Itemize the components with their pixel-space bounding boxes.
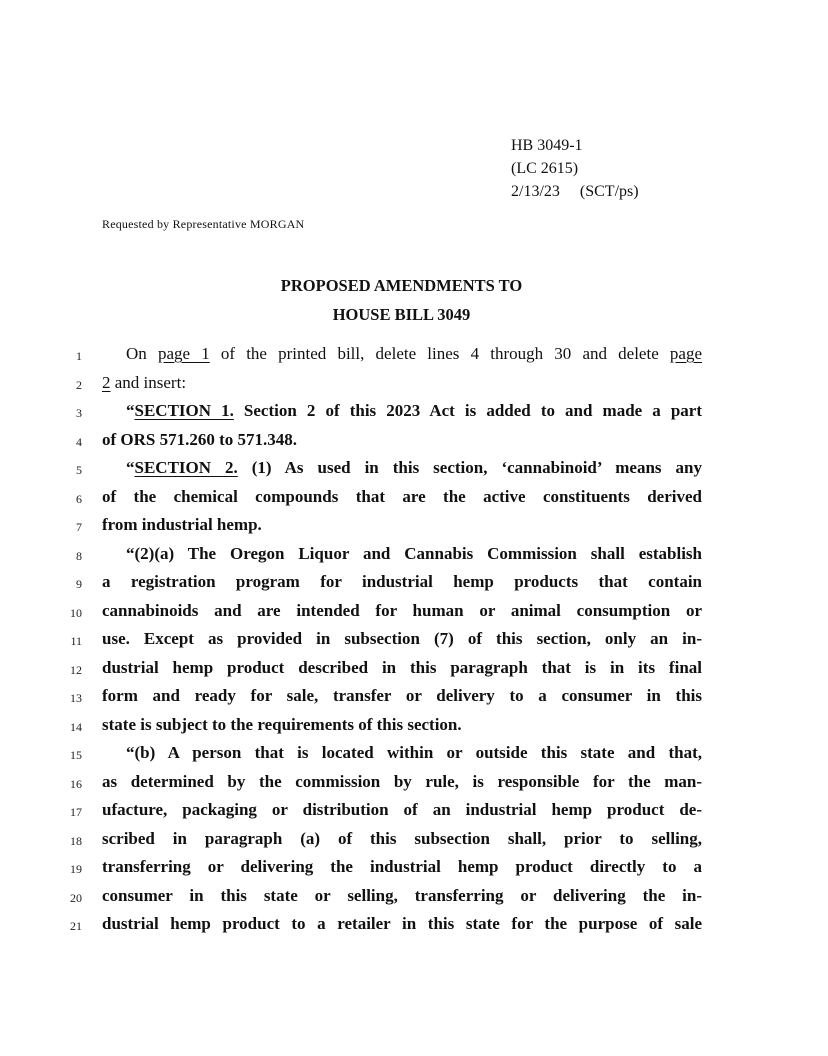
line-text: a registration program for industrial hemp products that contain bbox=[102, 572, 702, 591]
bill-line bbox=[0, 711, 828, 739]
bill-line bbox=[0, 454, 828, 482]
line-number: 11 bbox=[70, 634, 82, 648]
title-line-1: PROPOSED AMENDMENTS TO bbox=[280, 276, 523, 295]
page-title bbox=[0, 271, 803, 329]
lc-number: (LC 2615) bbox=[511, 160, 579, 177]
bill-line bbox=[0, 597, 828, 625]
line-text: “(2)(a) The Oregon Liquor and Cannabis Commission shall establish bbox=[126, 543, 702, 563]
bill-line bbox=[0, 568, 828, 596]
line-number: 6 bbox=[76, 491, 82, 506]
line-text: cannabinoids and are intended for human or animal consumption or bbox=[102, 600, 702, 620]
page-reference: 2 bbox=[102, 372, 111, 392]
section-heading: SECTION 1. bbox=[134, 401, 234, 420]
line-text: of the chemical compounds that are the active constituents derived bbox=[102, 486, 702, 506]
line-text: On page 1 of the printed bill, delete lines 4 through 30 and delete page bbox=[126, 344, 702, 363]
requested-by: Requested by Representative MORGAN bbox=[102, 217, 305, 231]
bill-line bbox=[0, 540, 828, 568]
bill-id: HB 3049-1 bbox=[511, 137, 583, 154]
line-number: 10 bbox=[70, 605, 82, 620]
bill-line bbox=[0, 768, 828, 796]
line-number: 15 bbox=[70, 748, 82, 762]
bill-line bbox=[0, 853, 828, 881]
page-reference: page 1 bbox=[157, 344, 210, 363]
bill-line bbox=[0, 796, 828, 824]
line-number: 1 bbox=[76, 349, 82, 363]
line-number: 7 bbox=[76, 520, 82, 534]
line-text: “SECTION 2. (1) As used in this section, ‘cannabinoid’ means any bbox=[126, 458, 702, 477]
bill-line bbox=[0, 397, 828, 425]
line-text: form and ready for sale, transfer or delivery to a consumer in this bbox=[102, 686, 702, 705]
bill-line bbox=[0, 625, 828, 653]
line-text: 2 and insert: bbox=[102, 372, 187, 392]
line-number: 19 bbox=[70, 862, 82, 876]
section-heading: SECTION 2. bbox=[134, 458, 238, 477]
line-text: “SECTION 1. Section 2 of this 2023 Act is added to and made a part bbox=[126, 401, 703, 420]
line-number: 21 bbox=[70, 919, 82, 933]
line-number: 5 bbox=[76, 463, 82, 477]
line-text: as determined by the commission by rule, is responsible for the man- bbox=[102, 771, 702, 791]
bill-header bbox=[511, 134, 639, 203]
title-line-2: HOUSE BILL 3049 bbox=[332, 305, 471, 324]
line-text: consumer in this state or selling, transferring or delivering the in- bbox=[102, 885, 702, 905]
line-text: scribed in paragraph (a) of this subsection shall, prior to selling, bbox=[102, 828, 702, 848]
bill-date: 2/13/23 bbox=[511, 183, 560, 200]
bill-line bbox=[0, 340, 828, 368]
line-number: 14 bbox=[70, 719, 82, 734]
line-text: ufacture, packaging or distribution of an industrial hemp product de- bbox=[102, 800, 702, 819]
line-text: “(b) A person that is located within or outside this state and that, bbox=[126, 743, 702, 762]
bill-line bbox=[0, 739, 828, 767]
line-number: 18 bbox=[70, 833, 82, 848]
line-text: dustrial hemp product to a retailer in this state for the purpose of sale bbox=[102, 914, 702, 933]
line-number: 12 bbox=[70, 662, 82, 677]
line-text: dustrial hemp product described in this paragraph that is in its final bbox=[102, 657, 702, 677]
line-text: of ORS 571.260 to 571.348. bbox=[102, 429, 298, 449]
line-number: 4 bbox=[76, 434, 82, 449]
bill-line bbox=[0, 483, 828, 511]
bill-line bbox=[0, 511, 828, 539]
line-number: 2 bbox=[76, 377, 82, 392]
page-reference: page bbox=[669, 344, 702, 363]
line-number: 17 bbox=[70, 805, 82, 819]
bill-line bbox=[0, 910, 828, 938]
bill-line bbox=[0, 882, 828, 910]
bill-line bbox=[0, 654, 828, 682]
line-number: 9 bbox=[76, 577, 82, 591]
line-text: from industrial hemp. bbox=[102, 515, 262, 534]
line-number: 16 bbox=[70, 776, 82, 791]
bill-initials: (SCT/ps) bbox=[579, 183, 639, 200]
line-text: transferring or delivering the industrial hemp product directly to a bbox=[102, 857, 702, 876]
line-text: state is subject to the requirements of this section. bbox=[102, 714, 462, 734]
bill-line bbox=[0, 369, 828, 397]
line-number: 20 bbox=[70, 890, 82, 905]
line-number: 13 bbox=[70, 691, 82, 705]
line-text: use. Except as provided in subsection (7) of this section, only an in- bbox=[102, 629, 702, 648]
bill-date-line bbox=[511, 180, 639, 203]
bill-line bbox=[0, 825, 828, 853]
bill-line bbox=[0, 682, 828, 710]
line-number: 8 bbox=[76, 548, 82, 563]
bill-line bbox=[0, 426, 828, 454]
line-number: 3 bbox=[76, 406, 82, 420]
